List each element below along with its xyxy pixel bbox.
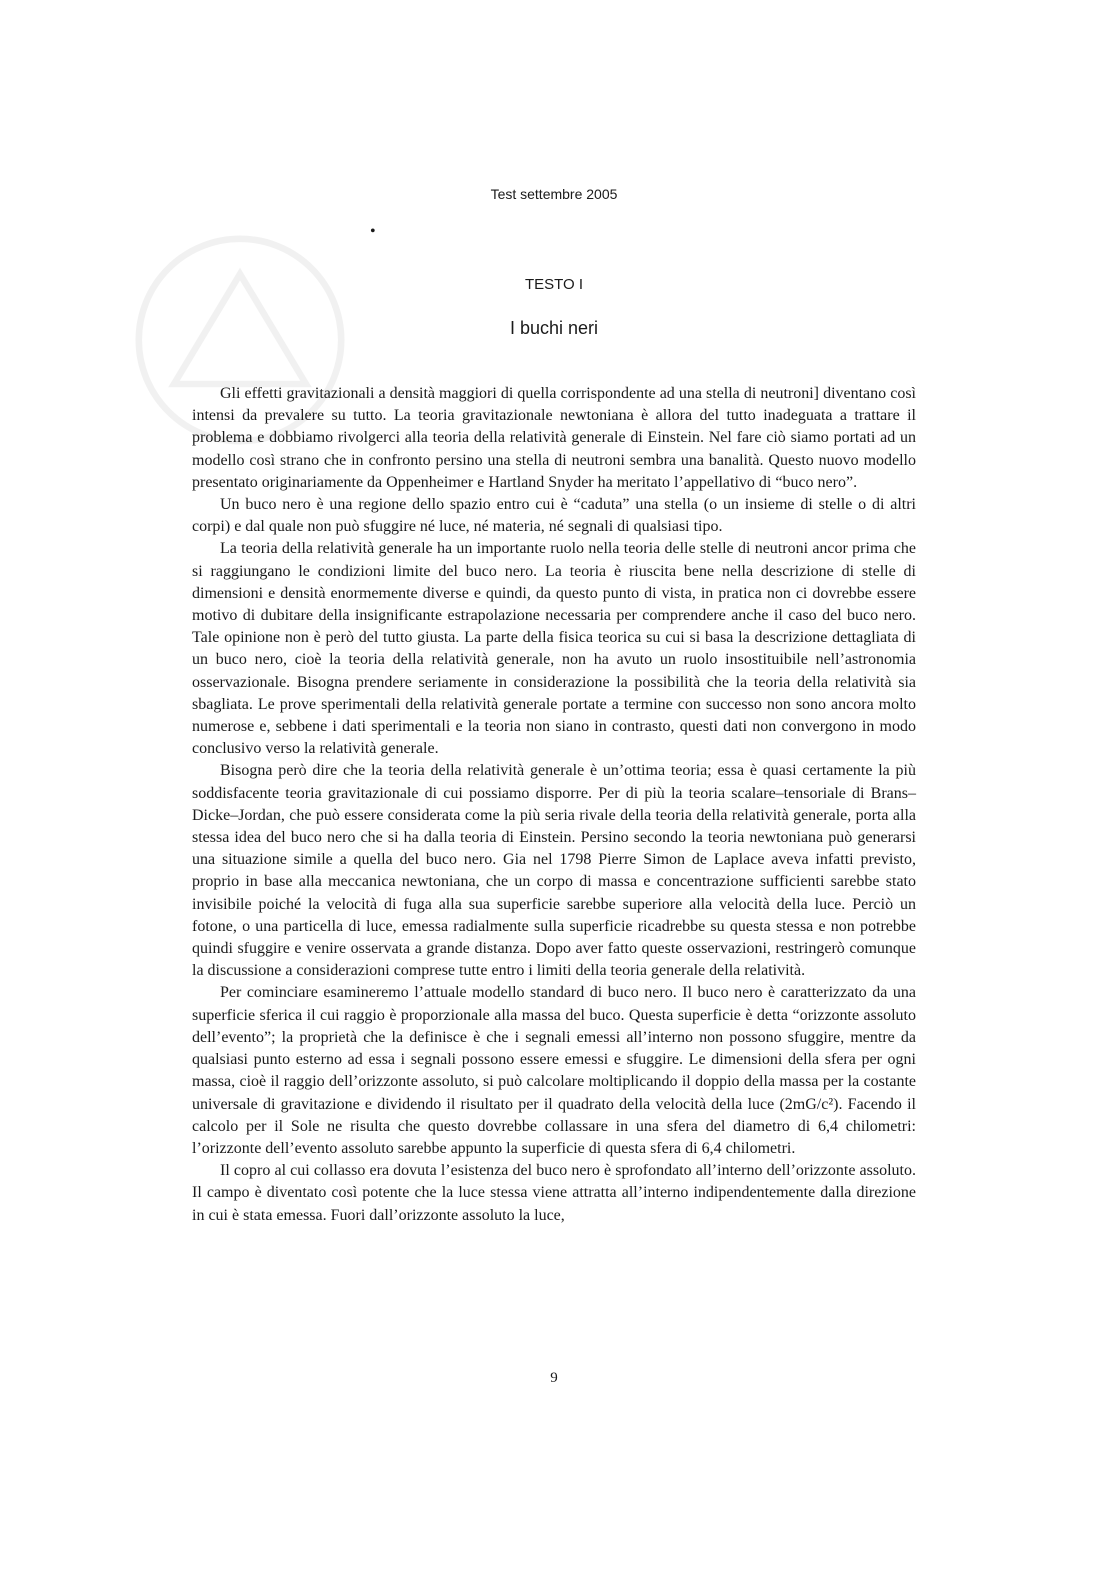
paragraph: Per cominciare esamineremo l’attuale modello standard di buco nero. Il buco nero è caratterizzato da una superficie sferica il cui raggio è proporzionale alla massa del buco. Questa superficie è detta “orizzonte assoluto dell’evento”; la proprietà che la definisce è che i segnali emessi all’interno non possono sfuggire, mentre da qualsiasi punto esterno ad essa i segnali possono essere emessi e sfuggire. Le dimensioni della sfera per ogni massa, cioè il raggio dell’orizzonte assoluto, si può calcolare moltiplicando il doppio della massa per la costante universale di gravitazione e dividendo il risultato per il quadrato della velocità della luce (2mG/c²). Facendo il calcolo per il Sole ne risulta che questo dovrebbe collassare in una sfera del diametro di 6,4 chilometri: l’orizzonte dell’evento assoluto sarebbe appunto la superficie di questa sfera di 6,4 chilometri. <box>192 984 916 1157</box>
paragraph: Gli effetti gravitazionali a densità maggiori di quella corrispondente ad una stella di neutroni] diventano così intensi da prevalere su tutto. La teoria gravitazionale newtoniana è allora del tutto inadeguata a trattare il problema e dobbiamo rivolgerci alla teoria della relatività generale di Einstein. Nel fare ciò siamo portati ad un modello così strano che in confronto persino una stella di neutroni sembra una banalità. Questo nuovo modello presentato originariamente da Oppenheimer e Hartland Snyder ha meritato l’appellativo di “buco nero”. <box>192 385 916 491</box>
bullet-mark: • <box>370 223 376 240</box>
paragraph: Bisogna però dire che la teoria della relatività generale è un’ottima teoria; essa è quasi certamente la più soddisfacente teoria gravitazionale di cui possiamo disporre. Per di più la teoria scalare–tensoriale di Brans–Dicke–Jordan, che può essere considerata come la più seria rivale della teoria della relatività generale, porta alla stessa idea del buco nero che si ha dalla teoria di Einstein. Persino secondo la teoria newtoniana può generarsi una situazione simile a quella del buco nero. Gia nel 1798 Pierre Simon de Laplace aveva infatti previsto, proprio in base alla meccanica newtoniana, che un corpo di massa e concentrazione sufficienti sarebbe stato invisibile poiché la velocità di fuga alla sua superficie sarebbe superiore alla velocità della luce. Perciò un fotone, o una particella di luce, emessa radialmente sulla superficie ricadrebbe su questa stessa e non potrebbe quindi sfuggire e venire osservata a grande distanza. Dopo aver fatto queste osservazioni, restringerò comunque la discussione a considerazioni comprese tutte entro i limiti della teoria generale della relatività. <box>192 762 916 980</box>
paragraph: La teoria della relatività generale ha un importante ruolo nella teoria delle stelle di neutroni ancor prima che si raggiungano le condizioni limite del buco nero. La teoria è riuscita bene nella descrizione di stelle di dimensioni e densità enormemente diverse e quindi, da questo punto di vista, in pratica non ci dovrebbe essere motivo di dubitare della insignificante estrapolazione necessaria per comprendere anche il caso del buco nero. Tale opinione non è però del tutto giusta. La parte della fisica teorica su cui si basa la descrizione dettagliata di un buco nero, cioè la teoria della relatività generale, non ha avuto un ruolo insostituibile nell’astronomia osservazionale. Bisogna prendere seriamente in considerazione la possibilità che la teoria della relatività sia sbagliata. Le prove sperimentali della relatività generale portate a termine con successo non sono ancora molto numerose e, sebbene i dati sperimentali e la teoria non siano in contrasto, questi dati non convergono in modo conclusivo verso la relatività generale. <box>192 540 916 758</box>
paragraph: Un buco nero è una regione dello spazio entro cui è “caduta” una stella (o un insieme di stelle o di altri corpi) e dal quale non può sfuggire né luce, né materia, né segnali di qualsiasi tipo. <box>192 496 916 536</box>
page-title: I buchi neri <box>509 318 599 338</box>
section-label: TESTO I <box>524 276 584 293</box>
body-text <box>192 383 916 1227</box>
paragraph: Il copro al cui collasso era dovuta l’esistenza del buco nero è sprofondato all’interno dell’orizzonte assoluto. Il campo è diventato così potente che la luce stessa viene attratta all’interno indipendentemente dalla direzione in cui è stata emessa. Fuori dall’orizzonte assoluto la luce, <box>192 1162 916 1224</box>
page-number: 9 <box>550 1370 558 1386</box>
running-head: Test settembre 2005 <box>490 186 618 202</box>
